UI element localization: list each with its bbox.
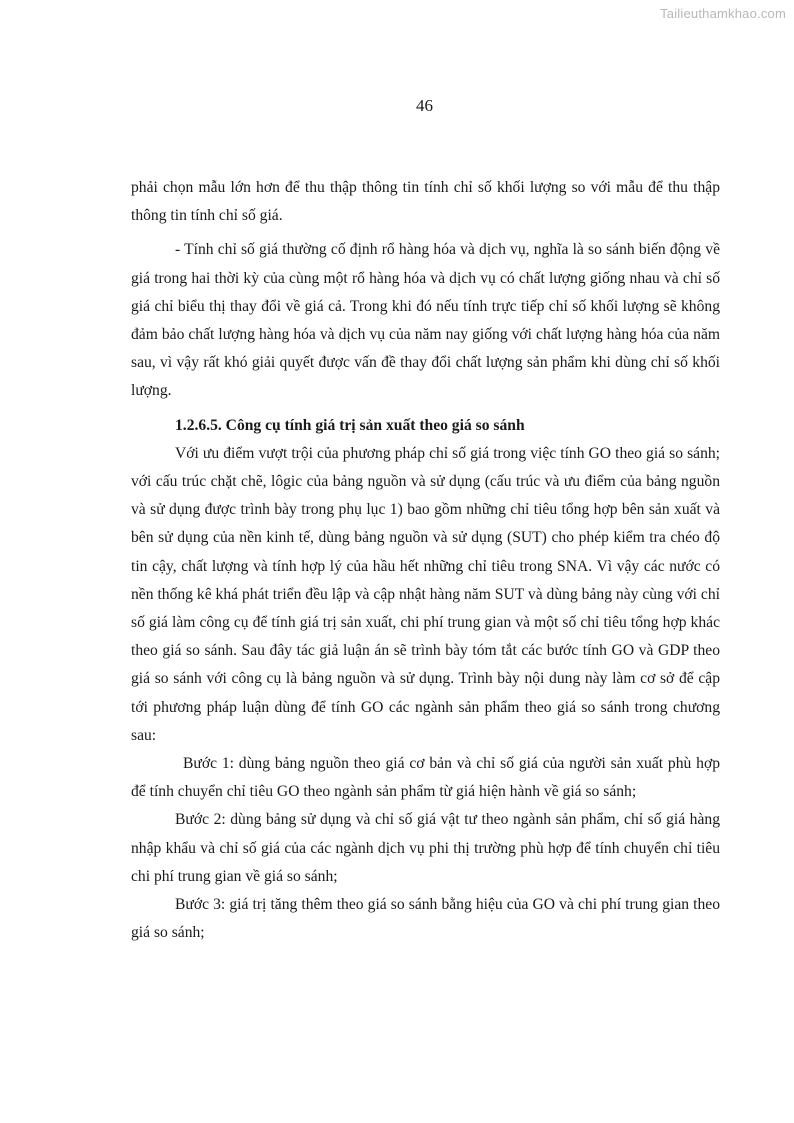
step-2: Bước 2: dùng bảng sử dụng và chỉ số giá vật tư theo ngành sản phẩm, chỉ số giá hàng nhập khẩu và chỉ số giá của các ngành dịch vụ phi thị trường phù hợp để tính chuyển chỉ tiêu chi phí trung gian về giá so sánh; — [131, 811, 720, 885]
paragraph-sut-method: Với ưu điểm vượt trội của phương pháp chỉ số giá trong việc tính GO theo giá so sánh; với cấu trúc chặt chẽ, lôgic của bảng nguồn và sử dụng (cấu trúc và ưu điểm của bảng nguồn và sử dụng được trình bày trong phụ lục 1) bao gồm những chỉ tiêu tổng hợp bên sản xuất và bên sử dụng của nền kinh tế, dùng bảng nguồn và sử dụng (SUT) cho phép kiểm tra chéo độ tin cậy, chất lượng và tính hợp lý của hầu hết những chỉ tiêu trong SNA. Vì vậy các nước có nền thống kê khá phát triển đều lập và cập nhật hàng năm SUT và dùng bảng này cùng với chỉ số giá làm công cụ để tính giá trị sản xuất, chi phí trung gian và một số chỉ tiêu tổng hợp khác theo giá so sánh. Sau đây tác giả luận án sẽ trình bày tóm tắt các bước tính GO và GDP theo giá so sánh với công cụ là bảng nguồn và sử dụng. Trình bày nội dung này làm cơ sở để cập tới phương pháp luận dùng để tính GO các ngành sản phẩm theo giá so sánh trong chương sau: — [131, 444, 720, 744]
step-1: Bước 1: dùng bảng nguồn theo giá cơ bản và chỉ số giá của người sản xuất phù hợp để tính chuyển chỉ tiêu GO theo ngành sản phẩm từ giá hiện hành về giá so sánh; — [131, 755, 720, 801]
step-3: Bước 3: giá trị tăng thêm theo giá so sánh bằng hiệu của GO và chi phí trung gian theo giá so sánh; — [131, 896, 720, 942]
page-number: 46 — [416, 96, 433, 115]
paragraph-continuation: phải chọn mẫu lớn hơn để thu thập thông tin tính chỉ số khối lượng so với mẫu để thu thập thông tin tính chỉ số giá. — [131, 179, 720, 225]
paragraph-price-index: - Tính chỉ số giá thường cố định rổ hàng hóa và dịch vụ, nghĩa là so sánh biến động về giá trong hai thời kỳ của cùng một rổ hàng hóa và dịch vụ có chất lượng giống nhau và chỉ số giá chỉ biểu thị thay đổi về giá cả. Trong khi đó nếu tính trực tiếp chỉ số khối lượng sẽ không đảm bảo chất lượng hàng hóa và dịch vụ của năm nay giống với chất lượng hàng hóa của năm sau, vì vậy rất khó giải quyết được vấn đề thay đổi chất lượng sản phẩm khi dùng chỉ số khối lượng. — [131, 241, 720, 400]
watermark: Tailieuthamkhao.com — [660, 6, 786, 21]
section-heading: 1.2.6.5. Công cụ tính giá trị sản xuất theo giá so sánh — [175, 416, 525, 434]
page-body — [131, 174, 720, 947]
